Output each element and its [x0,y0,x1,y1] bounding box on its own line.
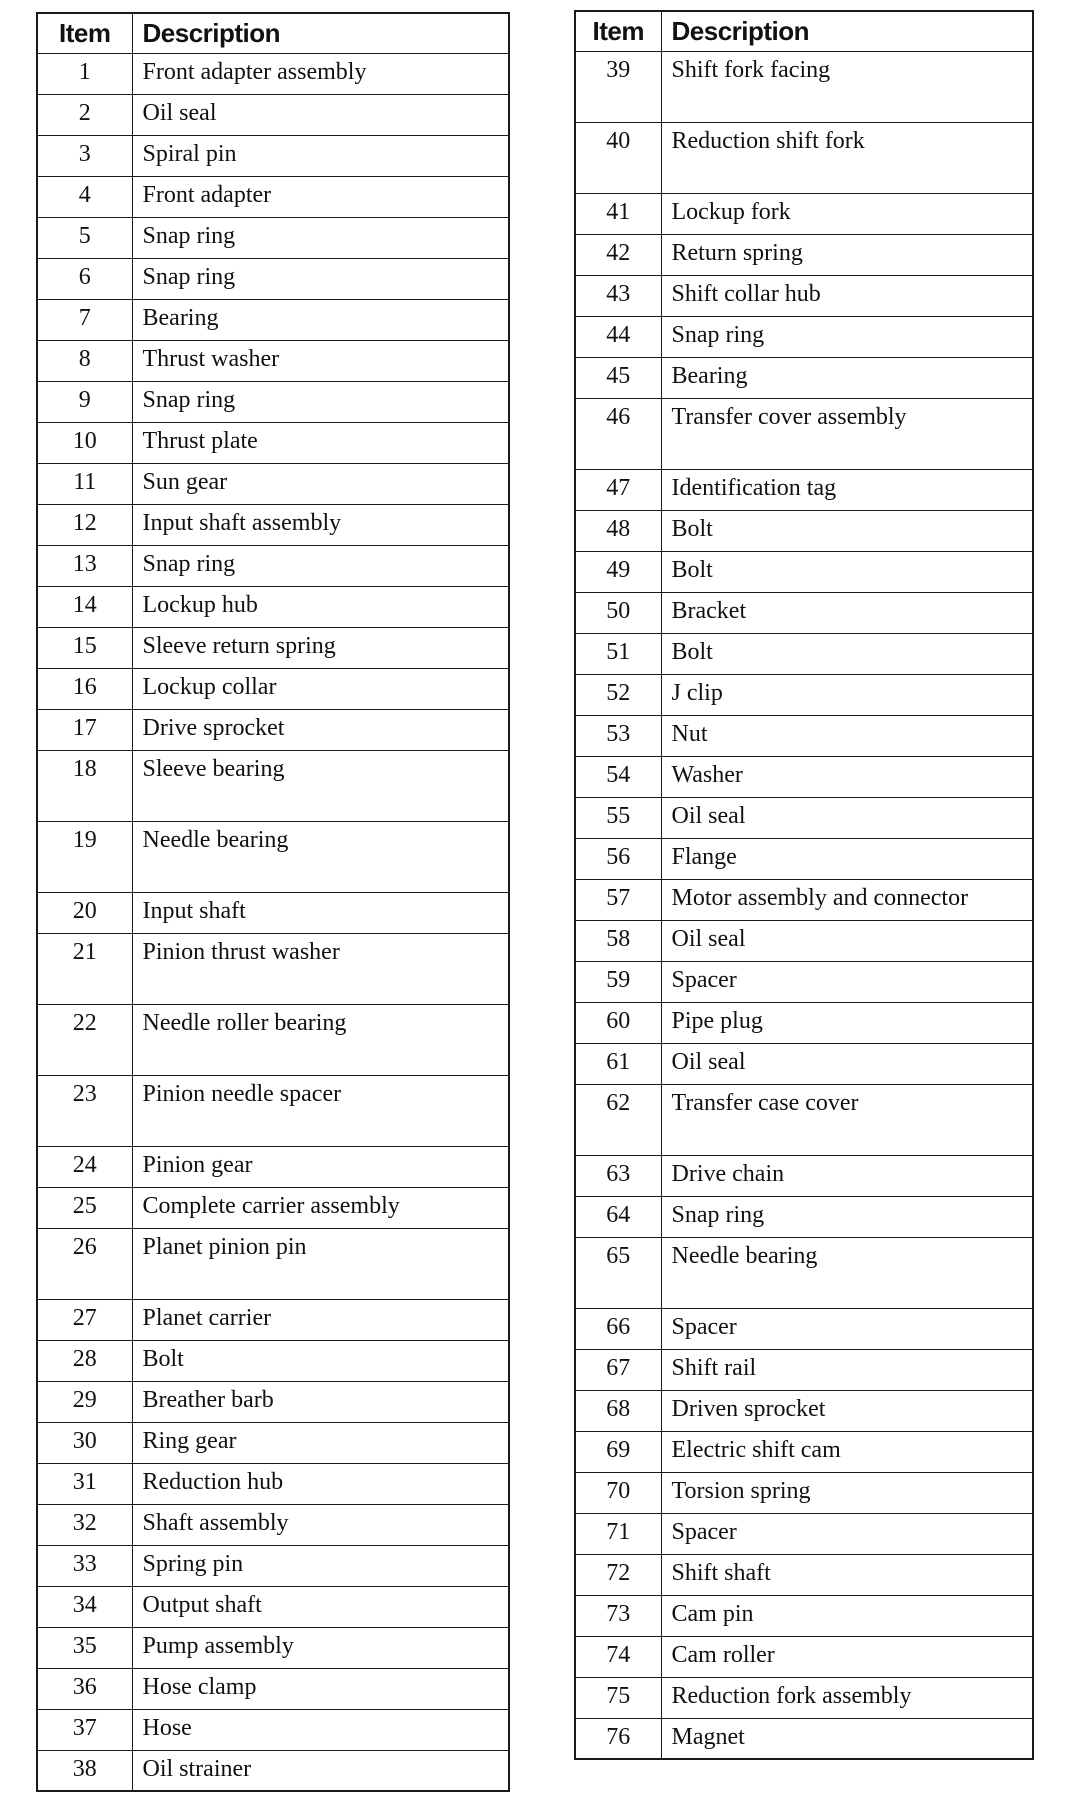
description-cell: Torsion spring [661,1472,1033,1513]
description-cell: Shift rail [661,1349,1033,1390]
table-header-row [37,13,509,53]
item-number-cell: 7 [37,299,132,340]
description-cell: Drive sprocket [132,709,509,750]
item-number-cell: 31 [37,1463,132,1504]
item-number-cell: 4 [37,176,132,217]
item-number-cell: 65 [575,1237,661,1308]
item-number-cell: 72 [575,1554,661,1595]
description-cell: Spacer [661,1308,1033,1349]
table-row [575,838,1033,879]
description-cell: Oil seal [661,1043,1033,1084]
item-number-cell: 35 [37,1627,132,1668]
description-cell: Pinion gear [132,1146,509,1187]
item-number-cell: 21 [37,933,132,1004]
table-row [575,316,1033,357]
item-number-cell: 23 [37,1075,132,1146]
description-cell: Front adapter assembly [132,53,509,94]
table-row [575,234,1033,275]
parts-table-left-body [37,53,509,1791]
description-cell: J clip [661,674,1033,715]
description-cell: Bolt [661,551,1033,592]
description-cell: Pump assembly [132,1627,509,1668]
description-cell: Transfer cover assembly [661,398,1033,469]
item-number-cell: 37 [37,1709,132,1750]
table-row [575,1677,1033,1718]
description-cell: Bolt [132,1340,509,1381]
item-number-cell: 16 [37,668,132,709]
table-row [575,715,1033,756]
item-number-cell: 70 [575,1472,661,1513]
item-number-cell: 49 [575,551,661,592]
table-row [37,1545,509,1586]
description-cell: Sleeve bearing [132,750,509,821]
item-number-cell: 8 [37,340,132,381]
description-cell: Spacer [661,961,1033,1002]
description-cell: Front adapter [132,176,509,217]
item-number-cell: 27 [37,1299,132,1340]
table-row [575,551,1033,592]
item-number-cell: 36 [37,1668,132,1709]
item-number-cell: 68 [575,1390,661,1431]
item-number-cell: 3 [37,135,132,176]
table-row [575,1308,1033,1349]
item-number-cell: 61 [575,1043,661,1084]
table-header-row [575,11,1033,51]
table-row [37,1187,509,1228]
item-number-cell: 29 [37,1381,132,1422]
item-number-cell: 2 [37,94,132,135]
table-row [575,756,1033,797]
table-row [37,821,509,892]
table-row [575,510,1033,551]
description-cell: Driven sprocket [661,1390,1033,1431]
parts-table-right-body [575,51,1033,1759]
description-cell: Shift fork facing [661,51,1033,122]
item-number-cell: 55 [575,797,661,838]
table-row [37,892,509,933]
item-number-cell: 75 [575,1677,661,1718]
item-number-cell: 63 [575,1155,661,1196]
table-row [37,217,509,258]
description-cell: Complete carrier assembly [132,1187,509,1228]
item-number-cell: 58 [575,920,661,961]
table-row [37,627,509,668]
item-number-cell: 47 [575,469,661,510]
description-cell: Input shaft [132,892,509,933]
item-number-cell: 38 [37,1750,132,1791]
item-number-cell: 18 [37,750,132,821]
item-number-cell: 33 [37,1545,132,1586]
description-cell: Return spring [661,234,1033,275]
item-number-cell: 42 [575,234,661,275]
description-cell: Reduction shift fork [661,122,1033,193]
item-number-cell: 17 [37,709,132,750]
item-number-cell: 46 [575,398,661,469]
description-cell: Input shaft assembly [132,504,509,545]
table-row [575,1554,1033,1595]
item-number-cell: 11 [37,463,132,504]
table-row [575,1390,1033,1431]
table-row [575,1472,1033,1513]
table-row [575,357,1033,398]
description-cell: Reduction fork assembly [661,1677,1033,1718]
description-cell: Sun gear [132,463,509,504]
table-row [575,51,1033,122]
description-cell: Magnet [661,1718,1033,1759]
description-column-header: Description [661,11,1033,51]
description-cell: Lockup fork [661,193,1033,234]
description-cell: Pinion needle spacer [132,1075,509,1146]
description-cell: Shift shaft [661,1554,1033,1595]
description-cell: Snap ring [132,545,509,586]
description-cell: Cam roller [661,1636,1033,1677]
table-row [37,545,509,586]
table-row [37,1709,509,1750]
table-row [37,1340,509,1381]
item-number-cell: 13 [37,545,132,586]
description-cell: Snap ring [132,381,509,422]
item-number-cell: 66 [575,1308,661,1349]
table-row [37,1228,509,1299]
item-number-cell: 20 [37,892,132,933]
table-row [37,258,509,299]
description-cell: Output shaft [132,1586,509,1627]
description-cell: Transfer case cover [661,1084,1033,1155]
description-cell: Motor assembly and connector [661,879,1033,920]
table-row [575,674,1033,715]
description-cell: Needle bearing [661,1237,1033,1308]
table-row [37,1463,509,1504]
table-row [37,1075,509,1146]
item-number-cell: 43 [575,275,661,316]
description-cell: Drive chain [661,1155,1033,1196]
table-row [575,469,1033,510]
description-cell: Bolt [661,633,1033,674]
description-cell: Oil strainer [132,1750,509,1791]
description-cell: Pinion thrust washer [132,933,509,1004]
table-row [575,920,1033,961]
table-row [575,961,1033,1002]
item-number-cell: 28 [37,1340,132,1381]
item-number-cell: 76 [575,1718,661,1759]
description-cell: Lockup collar [132,668,509,709]
item-number-cell: 44 [575,316,661,357]
item-number-cell: 15 [37,627,132,668]
table-row [37,933,509,1004]
table-row [575,797,1033,838]
table-row [575,1237,1033,1308]
item-number-cell: 59 [575,961,661,1002]
parts-table-right [574,10,1034,1760]
table-row [37,504,509,545]
item-number-cell: 64 [575,1196,661,1237]
description-cell: Oil seal [661,920,1033,961]
table-row [37,709,509,750]
table-row [575,1349,1033,1390]
item-number-cell: 26 [37,1228,132,1299]
table-row [575,398,1033,469]
description-cell: Flange [661,838,1033,879]
table-row [575,1513,1033,1554]
description-cell: Thrust plate [132,422,509,463]
description-cell: Oil seal [132,94,509,135]
description-cell: Reduction hub [132,1463,509,1504]
table-row [37,1422,509,1463]
description-cell: Needle roller bearing [132,1004,509,1075]
description-cell: Pipe plug [661,1002,1033,1043]
item-number-cell: 41 [575,193,661,234]
parts-table-left [36,12,510,1792]
item-number-cell: 51 [575,633,661,674]
table-row [37,299,509,340]
table-row [37,340,509,381]
table-row [575,122,1033,193]
table-row [37,1504,509,1545]
description-cell: Snap ring [132,217,509,258]
description-cell: Ring gear [132,1422,509,1463]
item-number-cell: 74 [575,1636,661,1677]
description-cell: Shaft assembly [132,1504,509,1545]
item-number-cell: 50 [575,592,661,633]
description-cell: Shift collar hub [661,275,1033,316]
item-number-cell: 67 [575,1349,661,1390]
item-number-cell: 10 [37,422,132,463]
item-number-cell: 73 [575,1595,661,1636]
description-cell: Nut [661,715,1033,756]
description-cell: Lockup hub [132,586,509,627]
item-number-cell: 57 [575,879,661,920]
table-row [37,1750,509,1791]
table-row [575,592,1033,633]
item-number-cell: 62 [575,1084,661,1155]
description-column-header: Description [132,13,509,53]
description-cell: Hose [132,1709,509,1750]
table-row [37,1381,509,1422]
table-row [37,586,509,627]
description-cell: Bearing [132,299,509,340]
description-cell: Identification tag [661,469,1033,510]
description-cell: Spacer [661,1513,1033,1554]
table-row [37,1668,509,1709]
table-row [575,1002,1033,1043]
description-cell: Sleeve return spring [132,627,509,668]
table-row [37,422,509,463]
table-row [37,176,509,217]
description-cell: Washer [661,756,1033,797]
item-number-cell: 60 [575,1002,661,1043]
description-cell: Bearing [661,357,1033,398]
description-cell: Bolt [661,510,1033,551]
table-row [575,879,1033,920]
table-row [37,53,509,94]
table-row [37,1586,509,1627]
table-row [575,1636,1033,1677]
item-number-cell: 48 [575,510,661,551]
description-cell: Thrust washer [132,340,509,381]
table-row [37,1004,509,1075]
description-cell: Spring pin [132,1545,509,1586]
item-column-header: Item [37,13,132,53]
item-number-cell: 34 [37,1586,132,1627]
description-cell: Electric shift cam [661,1431,1033,1472]
table-row [575,275,1033,316]
item-number-cell: 56 [575,838,661,879]
item-number-cell: 40 [575,122,661,193]
table-row [575,633,1033,674]
table-row [37,381,509,422]
table-row [37,1299,509,1340]
description-cell: Breather barb [132,1381,509,1422]
table-row [575,193,1033,234]
description-cell: Hose clamp [132,1668,509,1709]
item-number-cell: 19 [37,821,132,892]
item-number-cell: 12 [37,504,132,545]
item-number-cell: 14 [37,586,132,627]
table-row [575,1196,1033,1237]
item-number-cell: 39 [575,51,661,122]
description-cell: Cam pin [661,1595,1033,1636]
table-row [575,1431,1033,1472]
item-number-cell: 53 [575,715,661,756]
table-row [37,668,509,709]
description-cell: Snap ring [661,1196,1033,1237]
description-cell: Oil seal [661,797,1033,838]
item-number-cell: 6 [37,258,132,299]
description-cell: Spiral pin [132,135,509,176]
item-number-cell: 25 [37,1187,132,1228]
item-number-cell: 22 [37,1004,132,1075]
table-row [37,94,509,135]
description-cell: Needle bearing [132,821,509,892]
description-cell: Planet pinion pin [132,1228,509,1299]
table-row [575,1718,1033,1759]
description-cell: Bracket [661,592,1033,633]
table-row [575,1155,1033,1196]
item-number-cell: 71 [575,1513,661,1554]
item-number-cell: 32 [37,1504,132,1545]
item-number-cell: 30 [37,1422,132,1463]
item-column-header: Item [575,11,661,51]
description-cell: Snap ring [132,258,509,299]
item-number-cell: 9 [37,381,132,422]
item-number-cell: 69 [575,1431,661,1472]
table-row [575,1595,1033,1636]
item-number-cell: 24 [37,1146,132,1187]
table-row [575,1084,1033,1155]
table-row [37,1627,509,1668]
item-number-cell: 52 [575,674,661,715]
table-row [37,135,509,176]
description-cell: Snap ring [661,316,1033,357]
item-number-cell: 1 [37,53,132,94]
table-row [37,1146,509,1187]
item-number-cell: 45 [575,357,661,398]
item-number-cell: 5 [37,217,132,258]
table-row [575,1043,1033,1084]
table-row [37,750,509,821]
description-cell: Planet carrier [132,1299,509,1340]
table-row [37,463,509,504]
item-number-cell: 54 [575,756,661,797]
